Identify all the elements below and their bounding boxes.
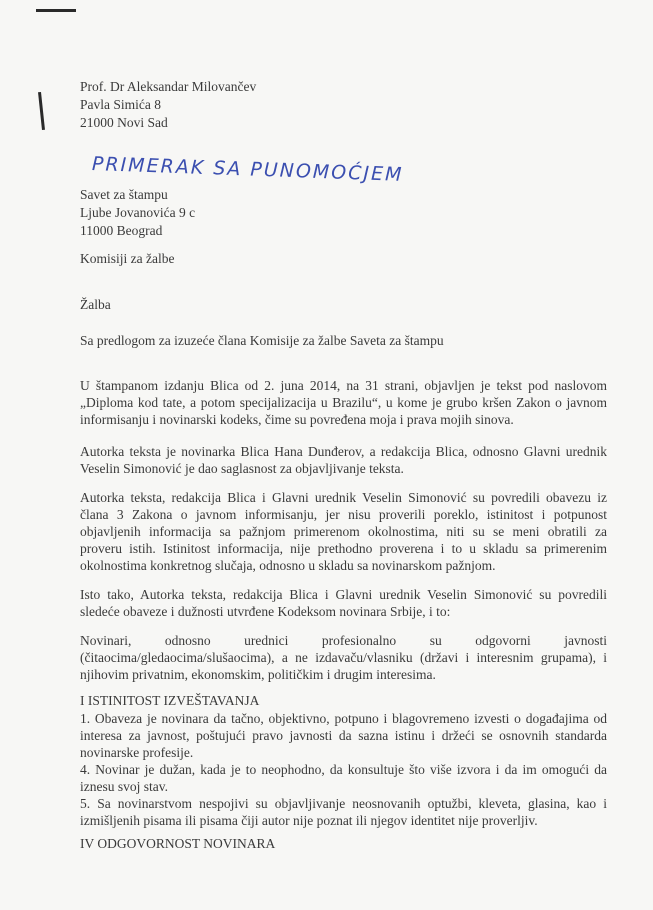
paragraph-line: Isto tako, Autorka teksta, redakcija Blica i Glavni urednik Veselin Simonović su povredili (80, 587, 607, 602)
paragraph-4 (80, 586, 607, 620)
recipient-city: 11000 Beograd (80, 223, 163, 238)
paragraph-line: okolnostima konkretnog slučaja, odnosno u skladu sa novinarskom pažnjom. (80, 558, 496, 573)
document-title: Žalba (80, 297, 111, 312)
section-line: 1. Obaveza je novinara da tačno, objektivno, potpuno i blagovremeno izvesti o događajima od (80, 711, 607, 726)
paragraph-5 (80, 632, 607, 683)
section-heading-4: IV ODGOVORNOST NOVINARA (80, 836, 276, 851)
paragraph-line: njihovim privatnim, ekonomskim, političkim i drugim interesima. (80, 667, 436, 682)
section-line: novinarske profesije. (80, 745, 194, 760)
section-1-body (80, 710, 607, 829)
paragraph-line: U štampanom izdanju Blica od 2. juna 2014, na 31 strani, objavljen je tekst pod naslovom (80, 378, 607, 393)
sender-name: Prof. Dr Aleksandar Milovančev (80, 79, 257, 94)
section-line: izmišljenih pisama ili pisama čiji autor nije poznat ili njegov identitet nije proverljiv. (80, 813, 538, 828)
document-subtitle: Sa predlogom za izuzeće člana Komisije za žalbe Saveta za štampu (80, 333, 444, 348)
paragraph-line: Novinari, odnosno urednici profesionalno su odgovorni javnosti (80, 633, 607, 648)
scan-mark-top (36, 9, 76, 12)
paragraph-line: Autorka teksta je novinarka Blica Hana Dunđerov, a redakcija Blica, odnosno Glavni urednik (80, 444, 607, 459)
sender-city: 21000 Novi Sad (80, 115, 168, 130)
recipient-name: Savet za štampu (80, 187, 168, 202)
paragraph-line: informisanju i novinarski kodeks, čime su povređena moja i prava mojih sinova. (80, 412, 514, 427)
recipient-street: Ljube Jovanovića 9 c (80, 205, 196, 220)
paragraph-line: (čitaocima/gledaocima/slušaocima), a ne izdavaču/vlasniku (državi i interesnim grupama), i (80, 650, 607, 665)
scan-mark-left (38, 92, 45, 130)
section-line: iznesu svoj stav. (80, 779, 168, 794)
paragraph-2 (80, 443, 607, 477)
sender-block (80, 78, 256, 132)
section-heading-1: I ISTINITOST IZVEŠTAVANJA (80, 693, 260, 708)
addressee: Komisiji za žalbe (80, 251, 175, 266)
paragraph-3 (80, 489, 607, 574)
paragraph-line: sledeće obaveze i dužnosti utvrđene Kodeksom novinara Srbije, i to: (80, 604, 451, 619)
paragraph-line: člana 3 Zakona o javnom informisanju, jer nisu proverili poreklo, istinitost i potpunost (80, 507, 607, 522)
paragraph-line: Autorka teksta, redakcija Blica i Glavni urednik Veselin Simonović su povredili obavezu iz (80, 490, 607, 505)
handwritten-note: PRIMERAK SA PUNOMOĆJEM (91, 153, 404, 186)
recipient-block (80, 186, 195, 240)
section-line: interesa za javnost, poštujući pravo javnosti da sazna istinu i držeći se osnovnih standarda (80, 728, 607, 743)
paragraph-1 (80, 377, 607, 428)
paragraph-line: „Diploma kod tate, a potom specijalizacija u Brazilu“, u kome je grubo kršen Zakon o javnom (80, 395, 607, 410)
paragraph-line: Veselin Simonović je dao saglasnost za objavljivanje teksta. (80, 461, 404, 476)
paragraph-line: proveru istih. Istinitost informacija, nije prethodno proverena i to u skladu sa primerenim (80, 541, 607, 556)
paragraph-line: objavljenih informacija sa pažnjom primerenom okolnostima, niti su se meni obratili za (80, 524, 607, 539)
section-line: 5. Sa novinarstvom nespojivi su objavljivanje neosnovanih optužbi, kleveta, glasina, kao i (80, 796, 607, 811)
sender-street: Pavla Simića 8 (80, 97, 161, 112)
section-line: 4. Novinar je dužan, kada je to neophodno, da konsultuje što više izvora i da im omogući da (80, 762, 607, 777)
